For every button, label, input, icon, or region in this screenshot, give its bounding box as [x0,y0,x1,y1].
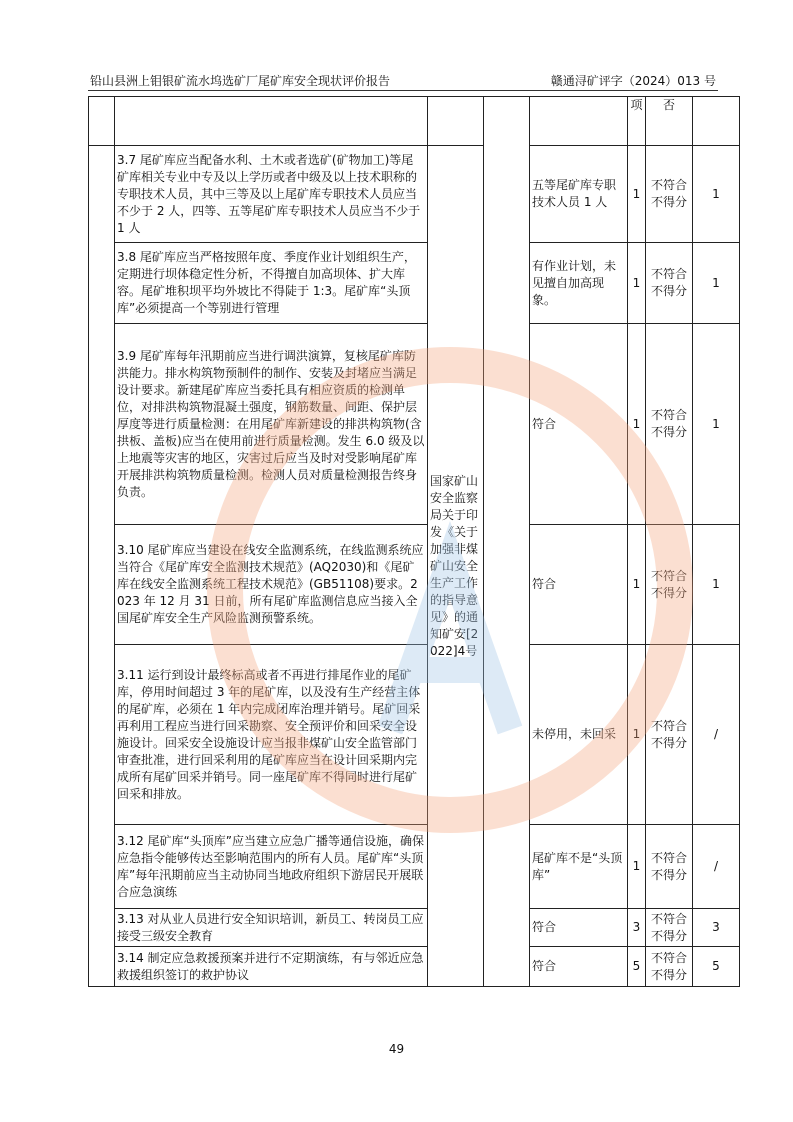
check-item: 3.8 尾矿库应当严格按照年度、季度作业计划组织生产，定期进行坝体稳定性分析，不得擅自加高坝体、扩大库容。尾矿堆积坝平均外坡比不得陡于 1:3。尾矿库“头顶库”必须提高一个等别进行管理 [115,243,428,324]
standard-score: 1 [628,146,646,243]
category-cell [89,146,115,987]
check-item: 3.9 尾矿库每年汛期前应当进行调洪演算，复核尾矿库防洪能力。排水构筑物预制件的制作、安装及封堵应当满足设计要求。新建尾矿库应当委托具有相应资质的检测单位，对排洪构筑物混凝土强度，钢筋数量、间距、保护层厚度等进行质量检测：在用尾矿库新建设的排洪构筑物(含拱板、盖板)应当在使用前进行质量检测。发生 6.0 级及以上地震等灾害的地区，灾害过后应当及时对受影响尾矿库开展排洪构筑物质量检测。检测人员对质量检测报告终身负责。 [115,324,428,525]
finding-cell: 未停用，未回采 [530,645,628,825]
evaluation-table [88,96,740,987]
finding-cell: 五等尾矿库专职技术人员 1 人 [530,146,628,243]
actual-score: 1 [693,243,740,324]
standard-score: 1 [628,324,646,525]
check-item: 3.10 尾矿库应当建设在线安全监测系统，在线监测系统应当符合《尾矿库安全监测技术规范》(AQ2030)和《尾矿库在线安全监测系统工程技术规范》(GB51108)要求。2023 年 12 月 31 日前，所有尾矿库监测信息应当接入全国尾矿库安全生产风险监测预警系统。 [115,525,428,645]
standard-score: 1 [628,525,646,645]
scoring-rule: 不符合不得分 [646,146,693,243]
check-item: 3.7 尾矿库应当配备水利、土木或者选矿(矿物加工)等尾矿库相关专业中专及以上学历或者中级及以上技术职称的专职技术人员，其中三等及以上尾矿库专职技术人员应当不少于 2 人，四等、五等尾矿库专职技术人员应当不少于 1 人 [115,146,428,243]
scoring-rule: 不符合不得分 [646,324,693,525]
check-item: 3.12 尾矿库“头顶库”应当建立应急广播等通信设施，确保应急指令能够传达至影响范围内的所有人员。尾矿库“头顶库”每年汛期前应当主动协同当地政府组织下游居民开展联合应急演练 [115,825,428,909]
blank-column [484,97,530,987]
standard-score: 1 [628,825,646,909]
table-row-continued [89,97,740,146]
standard-score: 3 [628,909,646,947]
table-row [89,645,740,825]
page-number: 49 [388,1042,405,1056]
finding-cell: 符合 [530,525,628,645]
table-row [89,243,740,324]
finding-cell: 符合 [530,947,628,987]
finding-cell: 符合 [530,909,628,947]
basis-cell: 国家矿山安全监察局关于印发《关于加强非煤矿山安全生产工作的指导意见》的通知矿安[2022]4号 [428,146,484,987]
actual-score: 3 [693,909,740,947]
actual-score: / [693,645,740,825]
actual-score: 5 [693,947,740,987]
scoring-rule: 不符合不得分 [646,825,693,909]
check-item: 3.14 制定应急救援预案并进行不定期演练，有与邻近应急救援组织签订的救护协议 [115,947,428,987]
continued-result-header: 否 [646,97,693,146]
finding-cell: 尾矿库不是“头顶库” [530,825,628,909]
report-number: 赣通浔矿评字（2024）013 号 [550,74,716,88]
check-item: 3.11 运行到设计最终标高或者不再进行排尾作业的尾矿库，停用时间超过 3 年的尾矿库，以及没有生产经营主体的尾矿库，必须在 1 年内完成闭库治理并销号。尾矿回采再利用工程应当进行回采勘察、安全预评价和回采安全设施设计。回采安全设施设计应当报非煤矿山安全监管部门审查批准，进行回采利用的尾矿库应当在设计回采期内完成所有尾矿回采并销号。同一座尾矿库不得同时进行尾矿回采和排放。 [115,645,428,825]
scoring-rule: 不符合不得分 [646,645,693,825]
table-row [89,909,740,947]
actual-score: 1 [693,525,740,645]
scoring-rule: 不符合不得分 [646,947,693,987]
table-row [89,146,740,243]
standard-score: 1 [628,645,646,825]
table-row [89,324,740,525]
actual-score: / [693,825,740,909]
check-item: 3.13 对从业人员进行安全知识培训，新员工、转岗员工应接受三级安全教育 [115,909,428,947]
page-header [88,70,718,91]
table-row [89,825,740,909]
standard-score: 5 [628,947,646,987]
actual-score: 1 [693,146,740,243]
finding-cell: 符合 [530,324,628,525]
standard-score: 1 [628,243,646,324]
table-row [89,947,740,987]
scoring-rule: 不符合不得分 [646,243,693,324]
scoring-rule: 不符合不得分 [646,525,693,645]
continued-score-header: 项 [628,97,646,146]
table-row [89,525,740,645]
scoring-rule: 不符合不得分 [646,909,693,947]
actual-score: 1 [693,324,740,525]
report-title: 铅山县洲上钼银矿流水坞选矿厂尾矿库安全现状评价报告 [90,74,391,88]
finding-cell: 有作业计划，未见擅自加高现象。 [530,243,628,324]
